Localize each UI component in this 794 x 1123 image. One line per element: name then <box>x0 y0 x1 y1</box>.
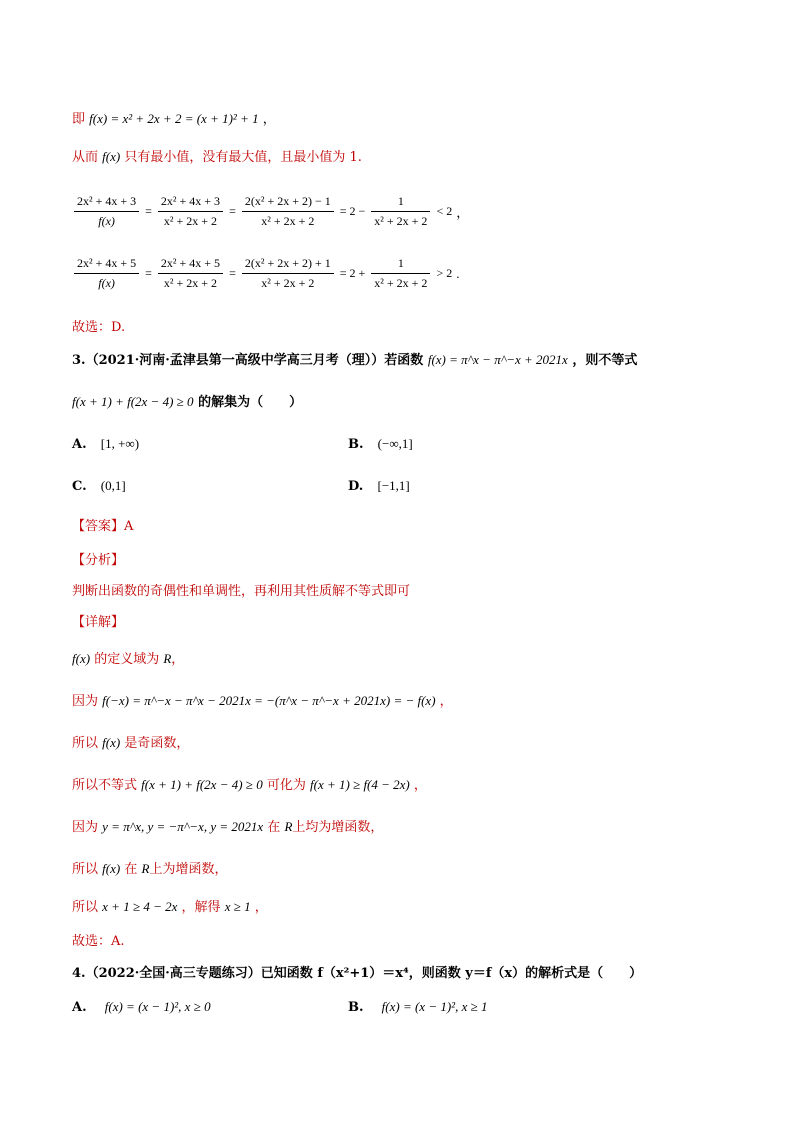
answer-label: 【答案】A <box>72 519 134 534</box>
fraction: $\frac{\text{2x² + 4x + 5}}{f(x)}$ <box>74 256 139 291</box>
fraction: $\frac{1}{\text{x² + 2x + 2}}$ <box>371 194 430 229</box>
question-text: 3.（2021·河南·孟津县第一高级中学高三月考（理））若函数 <box>72 353 424 368</box>
analysis-text: 判断出函数的奇偶性和单调性，再利用其性质解不等式即可 <box>72 584 411 599</box>
question-3-inequality <box>72 391 302 410</box>
math-symbol: R <box>284 819 293 834</box>
detail-line-7 <box>72 896 268 915</box>
line-prefix: 从而 <box>72 150 99 165</box>
operator: < 2 <box>436 204 453 218</box>
math-symbol: R <box>141 861 150 876</box>
punctuation: ， <box>456 205 470 220</box>
line-text: 只有最小值，没有最大值，且最小值为 1. <box>124 150 362 165</box>
option-d[interactable] <box>348 478 410 494</box>
math-expression: y = π^x, y = −π^−x, y = 2021x <box>102 819 264 834</box>
detail-text: 因为 <box>72 820 99 835</box>
detail-text: 在 <box>124 862 138 877</box>
math-expression: x ≥ 1 <box>224 899 251 914</box>
choose-a-line: 故选：A. <box>72 934 125 949</box>
question-text: ，则不等式 <box>572 353 638 368</box>
option-letter: A. <box>72 437 87 452</box>
punctuation: ， <box>413 778 427 793</box>
math-expression: f(x + 1) + f(2x − 4) ≥ 0 <box>141 777 263 792</box>
fraction: $\frac{\text{2(x² + 2x + 2) + 1}}{\text{x² + 2x + 2}}$ <box>242 256 334 291</box>
detail-text: 因为 <box>72 694 99 709</box>
option-letter: B. <box>348 437 364 452</box>
q4-option-a[interactable] <box>72 999 211 1015</box>
detail-text: 所以 <box>72 900 99 915</box>
math-expression: f(x) <box>72 651 91 666</box>
detail-label: 【详解】 <box>72 615 125 630</box>
detail-text: 可化为 <box>266 778 306 793</box>
solution-line-1 <box>72 108 276 127</box>
line-suffix: ， <box>262 112 276 127</box>
math-expression: f(x) <box>102 735 121 750</box>
math-expression: f(x) = x² + 2x + 2 = (x + 1)² + 1 <box>89 111 259 126</box>
detail-line-3 <box>72 732 189 751</box>
math-expression: f(x) <box>102 861 121 876</box>
option-a[interactable] <box>72 436 139 452</box>
detail-text: 所以不等式 <box>72 778 138 793</box>
detail-line-1 <box>72 648 184 667</box>
fraction: $\frac{\text{2x² + 4x + 3}}{\text{x² + 2x + 2}}$ <box>158 194 223 229</box>
operator: = 2 − <box>339 204 366 218</box>
detail-text: 上均为增函数， <box>292 820 384 835</box>
fraction: $\frac{\text{2(x² + 2x + 2) − 1}}{\text{x² + 2x + 2}}$ <box>242 194 334 229</box>
option-value: f(x) = (x − 1)², x ≥ 0 <box>104 999 211 1014</box>
option-value: f(x) = (x − 1)², x ≥ 1 <box>381 999 488 1014</box>
math-expression: x + 1 ≥ 4 − 2x <box>102 899 178 914</box>
fraction: $\frac{\text{2x² + 4x + 3}}{f(x)}$ <box>74 194 139 229</box>
option-letter: D. <box>348 479 364 494</box>
line-prefix: 即 <box>72 112 86 127</box>
analysis-label: 【分析】 <box>72 553 125 568</box>
operator: = 2 + <box>339 266 366 280</box>
math-symbol: R <box>163 651 172 666</box>
detail-text: 在 <box>267 820 281 835</box>
option-value: (0,1] <box>100 478 126 493</box>
solution-line-2 <box>72 146 362 165</box>
option-letter: A. <box>72 1000 87 1015</box>
question-text: 的解集为（ ） <box>198 395 303 410</box>
q4-option-b[interactable] <box>348 999 487 1015</box>
fraction: $\frac{\text{2x² + 4x + 5}}{\text{x² + 2x + 2}}$ <box>158 256 223 291</box>
math-expression: f(−x) = π^−x − π^x − 2021x = −(π^x − π^−x + 2021x) = − f(x) <box>102 693 436 708</box>
fraction-equation-1: $\frac{\text{2x² + 4x + 3}}{f(x)}$ = $\frac{\text{2x² + 4x + 3}}{\text{x² + 2x + 2}}$ = $\frac{\text{2(x² + 2x + 2) − 1}}{\text{x² + 2x + 2}}$ = 2 − $\frac{1}{\text{x² + 2x + 2}}$ < 2 ， <box>72 194 469 229</box>
operator: > 2 <box>436 266 453 280</box>
fraction: $\frac{1}{\text{x² + 2x + 2}}$ <box>371 256 430 291</box>
option-value: (−∞,1] <box>377 436 413 451</box>
option-letter: B. <box>348 1000 364 1015</box>
detail-text: 上为增函数， <box>149 862 228 877</box>
punctuation: . <box>456 265 460 281</box>
punctuation: ， <box>171 652 185 667</box>
math-expression: f(x + 1) ≥ f(4 − 2x) <box>310 777 410 792</box>
question-3-header <box>72 349 637 368</box>
math-expression: f(x) <box>102 149 121 164</box>
detail-text: ，解得 <box>181 900 221 915</box>
choose-d-line: 故选：D. <box>72 320 126 335</box>
detail-text: 是奇函数， <box>124 736 190 751</box>
option-c[interactable] <box>72 478 126 494</box>
option-value: [1, +∞) <box>100 436 140 451</box>
option-b[interactable] <box>348 436 413 452</box>
detail-line-5 <box>72 816 383 835</box>
math-expression: f(x) = π^x − π^−x + 2021x <box>427 352 568 367</box>
detail-line-4 <box>72 774 427 793</box>
punctuation: ， <box>439 694 453 709</box>
detail-text: 所以 <box>72 736 99 751</box>
detail-text: 所以 <box>72 862 99 877</box>
detail-text: 的定义域为 <box>94 652 160 667</box>
fraction-equation-2: $\frac{\text{2x² + 4x + 5}}{f(x)}$ = $\frac{\text{2x² + 4x + 5}}{\text{x² + 2x + 2}}$ = $\frac{\text{2(x² + 2x + 2) + 1}}{\text{x² + 2x + 2}}$ = 2 + $\frac{1}{\text{x² + 2x + 2}}$ > 2 . <box>72 256 459 291</box>
punctuation: ， <box>254 900 268 915</box>
detail-line-2 <box>72 690 453 709</box>
option-letter: C. <box>72 479 87 494</box>
math-expression: f(x + 1) + f(2x − 4) ≥ 0 <box>72 394 194 409</box>
question-4-header: 4.（2022·全国·高三专题练习）已知函数 f（x²+1）＝x⁴，则函数 y＝f（x）的解析式是（ ） <box>72 966 643 981</box>
detail-line-6 <box>72 858 227 877</box>
option-value: [−1,1] <box>377 478 410 493</box>
